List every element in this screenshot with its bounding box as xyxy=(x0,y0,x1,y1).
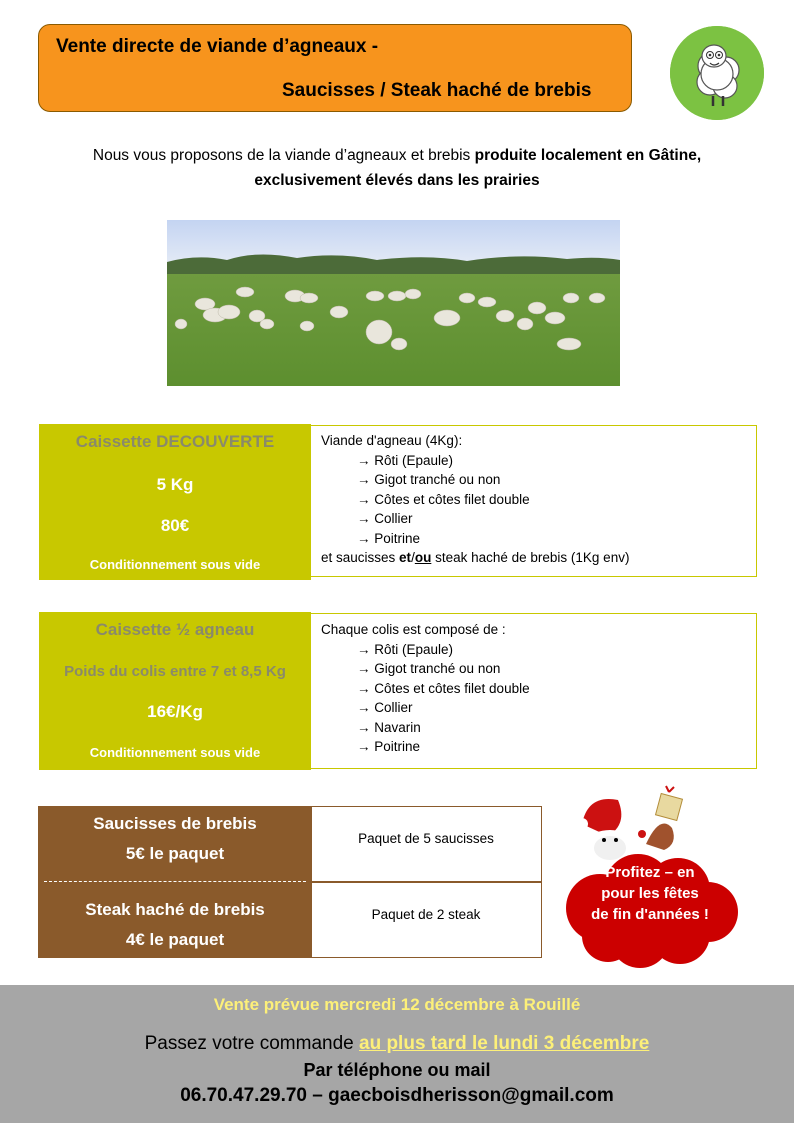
sausages-desc-box xyxy=(311,806,542,882)
list-item: → Gigot tranché ou non xyxy=(357,661,501,676)
list-item: → Rôti (Epaule) xyxy=(357,642,454,657)
list-item: → Collier xyxy=(357,511,413,526)
decouverte-box-summary xyxy=(39,424,311,580)
promo-text xyxy=(570,862,730,925)
steak-desc-box xyxy=(311,882,542,958)
footer-text-end: steak haché de brebis (1Kg env) xyxy=(431,550,630,565)
box-weight: Poids du colis entre 7 et 8,5 Kg xyxy=(64,663,286,680)
promo-line: Profitez – en xyxy=(605,864,695,881)
intro-line-2: exclusivement élevés dans les prairies xyxy=(254,172,540,189)
footer-text: et saucisses xyxy=(321,550,400,565)
footer-slash: / xyxy=(411,550,415,565)
box-packaging: Conditionnement sous vide xyxy=(89,745,261,760)
contents-heading: Chaque colis est composé de : xyxy=(321,622,506,637)
half-lamb-box-contents xyxy=(310,613,757,769)
list-item: → Collier xyxy=(357,700,413,715)
box-title: Caissette DECOUVERTE xyxy=(75,432,275,451)
intro-highlight: produite localement en Gâtine, xyxy=(474,147,702,164)
list-item: → Poitrine xyxy=(357,531,421,546)
list-item: → Côtes et côtes filet double xyxy=(357,681,530,696)
product-desc: Paquet de 2 steak xyxy=(371,907,481,922)
box-packaging: Conditionnement sous vide xyxy=(89,557,261,572)
header-title-line1: Vente directe de viande d’agneaux - xyxy=(56,36,379,57)
box-weight: 5 Kg xyxy=(156,475,194,494)
list-item: → Gigot tranché ou non xyxy=(357,472,501,487)
footer-ou: ou xyxy=(414,550,432,565)
contents-heading: Viande d'agneau (4Kg): xyxy=(321,433,463,448)
product-name: Steak haché de brebis xyxy=(85,900,265,919)
intro-text: Nous vous proposons de la viande d’agneaux et brebis xyxy=(92,147,475,164)
list-item: → Côtes et côtes filet double xyxy=(357,492,530,507)
sale-date: Vente prévue mercredi 12 décembre à Rouillé xyxy=(213,995,581,1014)
product-desc: Paquet de 5 saucisses xyxy=(358,831,494,846)
sausages-summary xyxy=(38,806,312,882)
order-text: Passez votre commande xyxy=(144,1033,359,1054)
product-price: 5€ le paquet xyxy=(125,844,225,863)
product-price: 4€ le paquet xyxy=(125,930,225,949)
order-deadline: au plus tard le lundi 3 décembre xyxy=(359,1033,650,1054)
intro-line-1 xyxy=(0,147,794,165)
decouverte-box-contents xyxy=(310,425,757,577)
sheep-logo-icon xyxy=(670,26,764,120)
steak-summary xyxy=(38,882,312,958)
footer-et: et xyxy=(399,550,412,565)
list-item: → Poitrine xyxy=(357,739,421,754)
list-item: → Navarin xyxy=(357,720,421,735)
promo-line: de fin d'années ! xyxy=(591,906,709,923)
header-title-line2: Saucisses / Steak haché de brebis xyxy=(282,80,592,101)
product-name: Saucisses de brebis xyxy=(93,814,257,833)
phone-and-email: 06.70.47.29.70 – gaecboisdherisson@gmail.com xyxy=(180,1085,614,1106)
box-price: 80€ xyxy=(160,516,190,535)
half-lamb-box-summary xyxy=(39,612,311,770)
box-price: 16€/Kg xyxy=(147,702,203,721)
promo-line: pour les fêtes xyxy=(601,885,699,902)
box-title: Caissette ½ agneau xyxy=(95,620,255,639)
order-line xyxy=(0,1033,794,1055)
contact-method: Par téléphone ou mail xyxy=(303,1060,491,1080)
list-item: → Rôti (Epaule) xyxy=(357,453,454,468)
contents-footer xyxy=(321,550,629,565)
sheep-meadow-photo xyxy=(167,220,620,386)
